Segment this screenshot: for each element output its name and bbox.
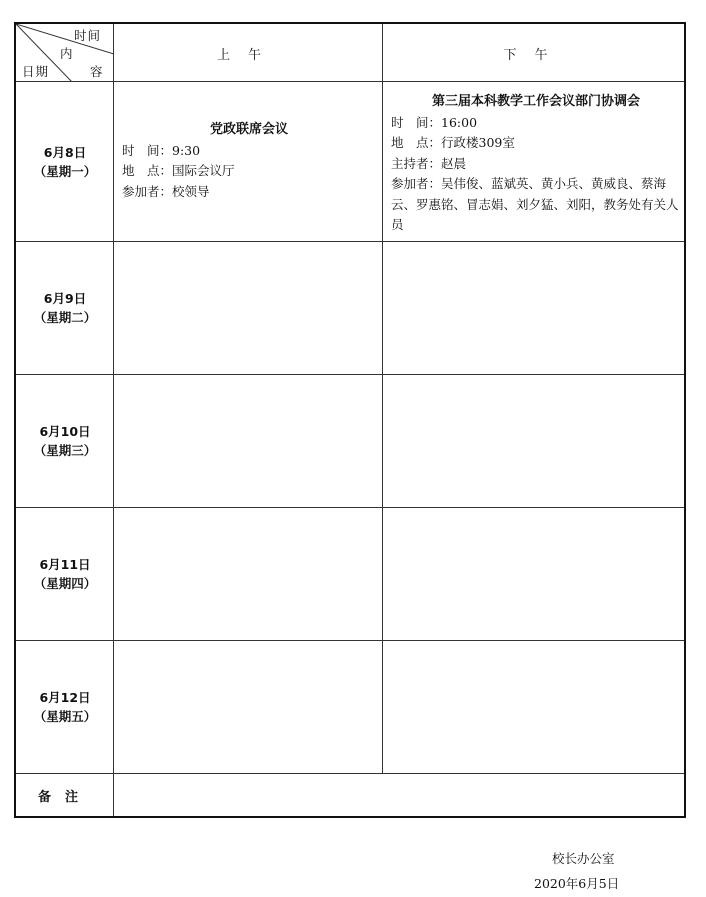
day-date: 6月11日 [39, 557, 91, 572]
morning-header: 上午 [216, 47, 279, 63]
day-weekday: （星期五） [33, 709, 97, 724]
day-date: 6月10日 [39, 424, 91, 439]
schedule-table [14, 22, 686, 818]
event-monday-afternoon [391, 92, 681, 236]
corner-date-label: 日期 [22, 64, 50, 79]
row-divider [16, 241, 684, 242]
day-cell [16, 82, 114, 241]
event-time: 时 间：9:30 [122, 142, 201, 158]
day-date: 6月8日 [43, 144, 87, 160]
corner-time-label: 时间 [74, 28, 102, 43]
row-divider [16, 640, 684, 641]
day-weekday: （星期四） [33, 576, 97, 591]
day-cell [16, 375, 114, 507]
row-divider [16, 773, 684, 774]
day-cell [16, 242, 114, 374]
day-date: 6月12日 [39, 690, 91, 705]
day-cell [16, 641, 114, 773]
event-time: 时 间：16:00 [391, 114, 478, 130]
footer-date: 2020年6月5日 [534, 876, 620, 891]
day-weekday: （星期一） [33, 163, 97, 179]
event-monday-morning [122, 120, 376, 202]
corner-content-label: 内 [60, 46, 74, 61]
day-cell [16, 508, 114, 640]
corner-content-label: 容 [90, 64, 104, 79]
day-date: 6月9日 [43, 291, 87, 306]
footer-office: 校长办公室 [552, 851, 615, 866]
remarks-label: 备注 [37, 789, 92, 805]
event-host: 主持者：赵晨 [391, 155, 467, 171]
event-title: 第三届本科教学工作会议部门协调会 [431, 94, 640, 109]
event-title: 党政联席会议 [209, 122, 288, 137]
day-weekday: （星期二） [33, 310, 97, 325]
event-place: 地 点：行政楼309室 [391, 135, 515, 150]
row-divider [16, 507, 684, 508]
day-weekday: （星期三） [33, 443, 97, 458]
event-place: 地 点：国际会议厅 [122, 163, 235, 178]
row-divider [16, 374, 684, 375]
column-divider [382, 24, 383, 774]
event-attendees: 参加者：校领导 [122, 183, 210, 199]
event-attendees: 参加者：吴伟俊、蓝斌英、黄小兵、黄威良、蔡海云、罗惠铭、冒志娟、刘夕猛、刘阳，教务处有关人员 [391, 176, 679, 232]
afternoon-header: 下午 [503, 47, 566, 63]
